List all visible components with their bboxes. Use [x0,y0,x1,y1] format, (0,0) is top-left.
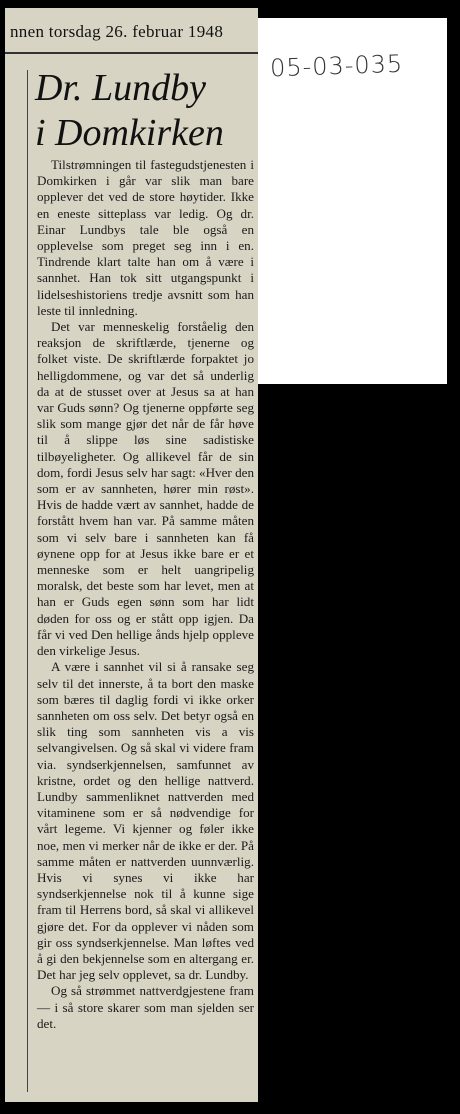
masthead-rule [5,52,258,54]
headline [35,66,257,156]
paragraph-4: Og så strømmet nattverdgjestene fram — i så store skarer som man sjelden ser det. [37,983,254,1031]
column-rule [27,70,28,1092]
paragraph-2: Det var menneskelig forståelig den reaksjon de skriftlærde, tjenerne og folket viste. De skriftlærde forpaktet jo helligdommene, og var det så underlig da at de stusset over at Jesus sa at han var Guds sønn? Og tjenerne oppførte seg slik som mange gjør det når de får høve til å slippe løs sine sadistiske tilbøyeligheter. Og allikevel får de sin dom, fordi Jesus selv har sagt: «Hver den som er av sannheten, hører min røst». Hvis de hadde vært av sannhet, hadde de forstått hvem han var. På samme måten som vi selv bare i sannheten kan få øynene opp for at Jesus ikke bare er et menneske som er helt uangripelig moralsk, det beste som har levet, men at han er Guds egen sønn som har lidt døden for oss og er stått opp igjen. Da får vi ved Den hellige ånds hjelp oppleve den virkelige Jesus. [37,319,254,659]
masthead-date: nnen torsdag 26. februar 1948 [10,22,224,41]
handwritten-archive-code: 05-03-035 [269,49,404,83]
headline-line-1: Dr. Lundby [35,67,207,109]
headline-line-2: i Domkirken [35,112,224,154]
archive-label [258,18,447,384]
paragraph-1: Tilstrømningen til fastegudstjenesten i Domkirken i går var slik man bare opplever det ved de store høytider. Ikke en eneste sitteplass var ledig. Og dr. Einar Lundbys tale ble også en opplevelse som preget seg inn i en. Tindrende klart talte han om å være i sannhet. Han tok sitt utgangspunkt i lidelseshistoriens tredje avsnitt som han leste til innledning. [37,157,254,318]
newspaper-clipping [5,8,258,1102]
article-body [37,157,254,1032]
paragraph-3: A være i sannhet vil si å ransake seg selv til det innerste, å ta bort den maske som bæres til daglig fordi vi ikke orker sannheten om oss selv. Det betyr også en slik ting som sannheten vis a vis selvangivelsen. Og så skal vi videre fram via. syndserkjennelsen, samfunnet av kristne, ordet og den hellige nattverd. Lundby sammenliknet nattverden med vitaminene som er så nødvendige for vårt legeme. Vi kjenner og føler ikke noe, men vi merker når de ikke er der. På samme måten er nattverden uunnværlig. Hvis vi synes vi ikke har syndserkjennelse nok til å kunne sige fram til Herrens bord, så skal vi allikevel gjøre det. For da opplever vi nåden som gir oss syndserkjennelse. Man løftes ved å gi den bekjennelse som en altergang er. Det har jeg selv opplevet, sa dr. Lundby. [37,659,254,983]
